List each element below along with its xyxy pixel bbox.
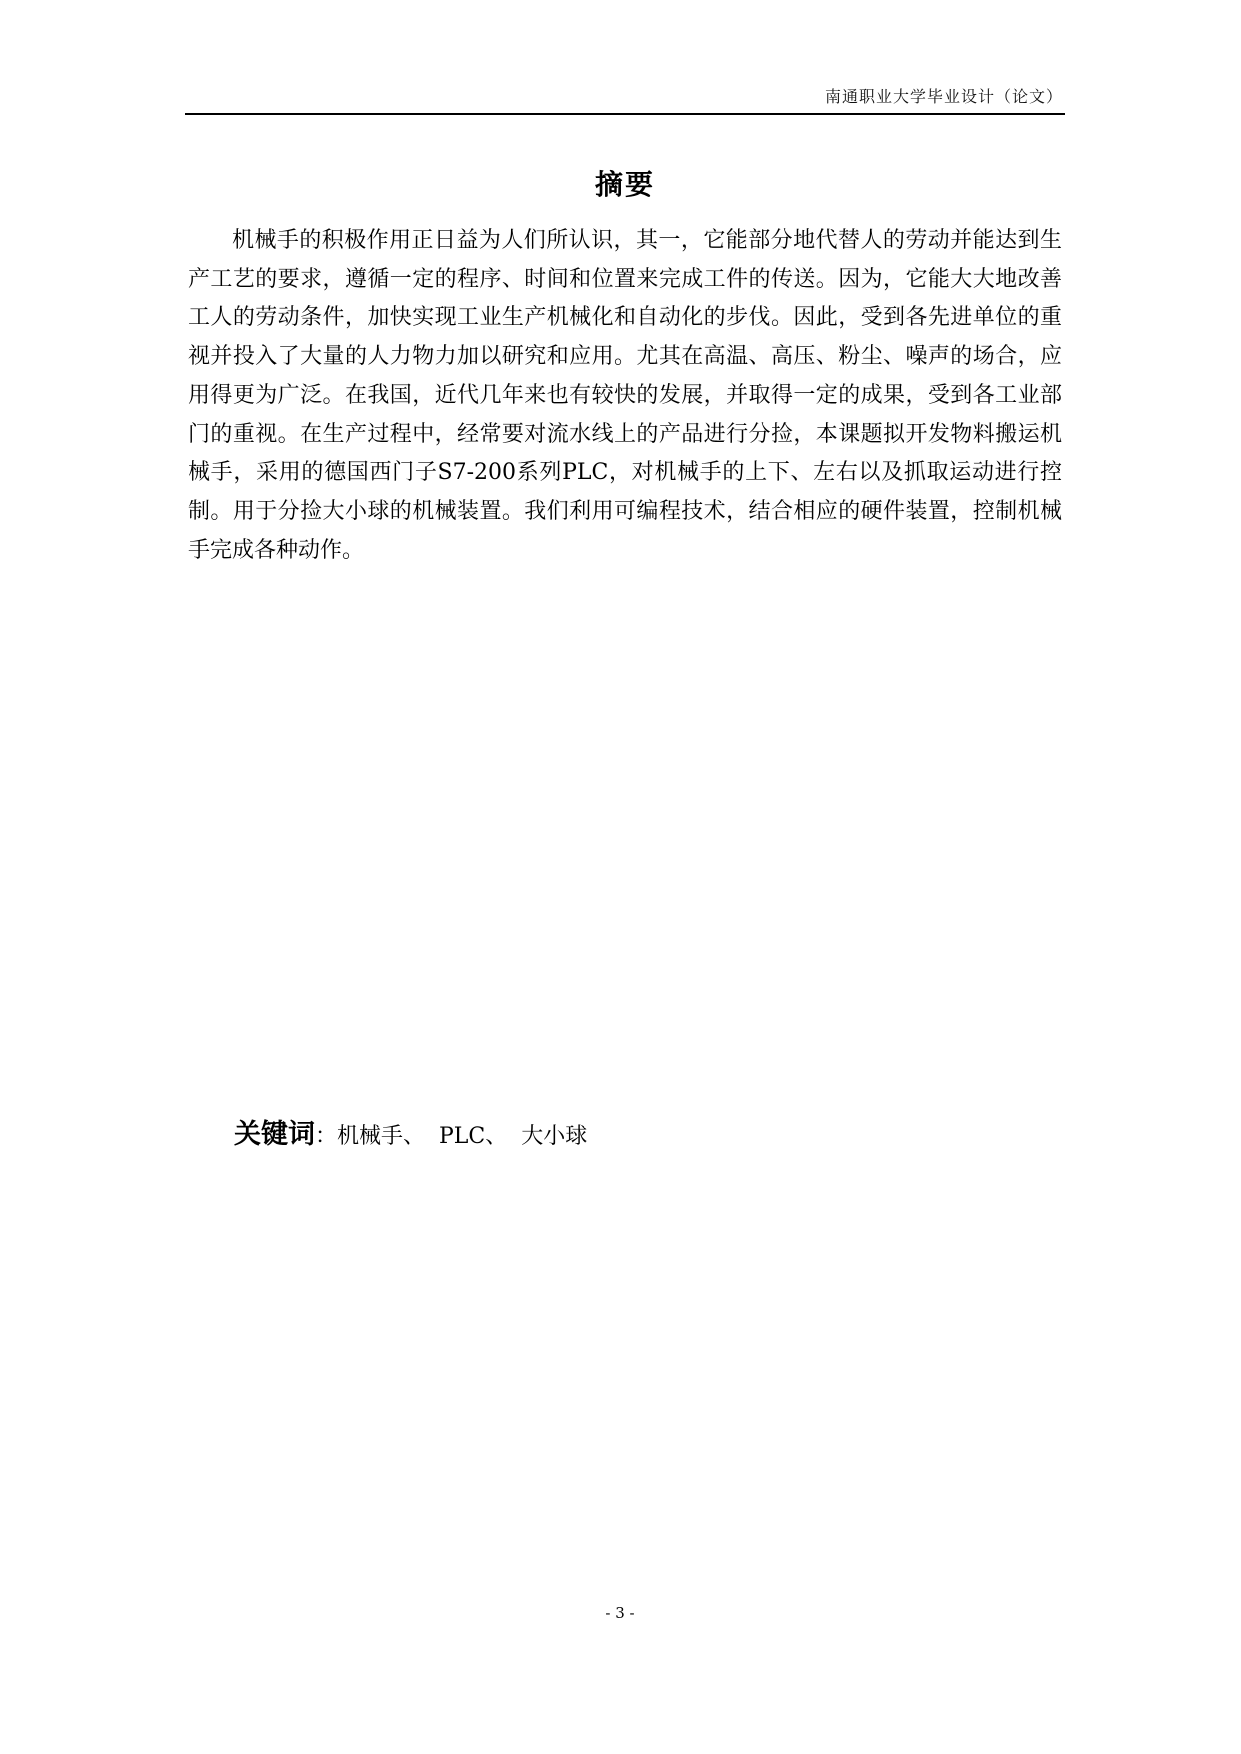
keywords-terms: 机械手、 PLC、 大小球: [337, 1124, 588, 1149]
page-number: - 3 -: [605, 1604, 635, 1622]
keywords-line: [234, 1115, 1034, 1157]
abstract-body: 机械手的积极作用正日益为人们所认识，其一，它能部分地代替人的劳动并能达到生产工艺的要求，遵循一定的程序、时间和位置来完成工件的传送。因为，它能大大地改善工人的劳动条件，加快实现工业生产机械化和自动化的步伐。因此，受到各先进单位的重视并投入了大量的人力物力加以研究和应用。尤其在高温、高压、粉尘、噪声的场合，应用得更为广泛。在我国，近代几年来也有较快的发展，并取得一定的成果，受到各工业部门的重视。在生产过程中，经常要对流水线上的产品进行分捡，本课题拟开发物料搬运机械手，采用的德国西门子S7-200系列PLC，对机械手的上下、左右以及抓取运动进行控制。用于分捡大小球的机械装置。我们利用可编程技术，结合相应的硬件装置，控制机械手完成各种动作。: [188, 228, 1062, 563]
running-header: 南通职业大学毕业设计（论文）: [824, 87, 1063, 106]
header-rule: [185, 113, 1065, 115]
keywords-separator: ：: [315, 1124, 338, 1149]
abstract-title: 摘要: [594, 168, 655, 201]
keywords-label: 关键词: [234, 1119, 315, 1150]
